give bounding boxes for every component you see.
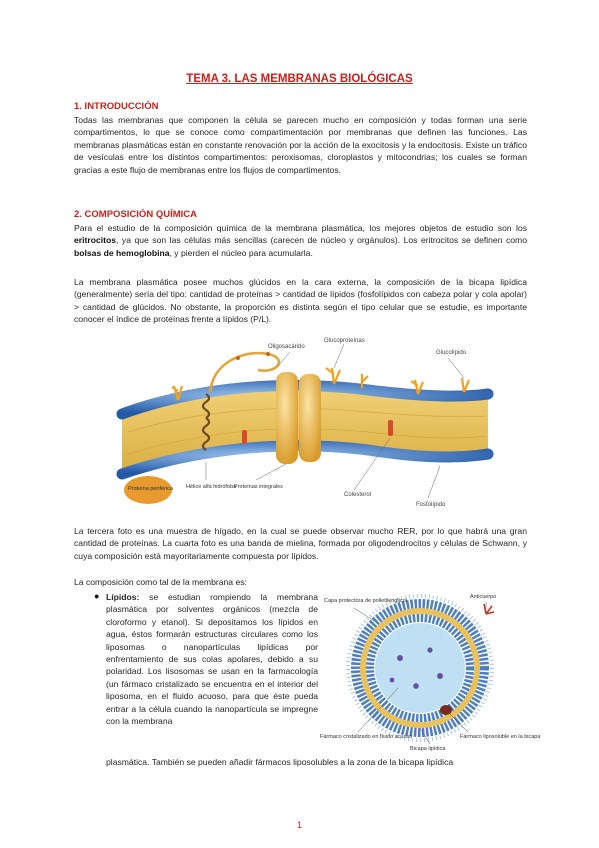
label-glucolipido: Glucolípido bbox=[436, 350, 467, 356]
label-oligosacarido: Oligosacárido bbox=[268, 344, 305, 350]
text-run: , ya que son las células más sencillas (carecen de núcleo y orgánulos). Los eritrocitos se definen como bbox=[116, 235, 527, 246]
label-helice-alfa: Hélice alfa hidrófoba bbox=[186, 484, 237, 490]
label-proteinas-integrales: Proteínas integrales bbox=[234, 484, 283, 490]
label-farmaco-liposoluble: Fármaco liposoluble en la bicapa bbox=[460, 734, 541, 740]
paragraph-introduccion: Todas las membranas que componen la célula se parecen mucho en composición y todas forman una serie compartimentos, lo que se conoce como compartimentación por membranas que definen las funciones. Las membranas plasmáticas están en constante renovación por la acción de la exocitosis y la endocitosis. Existe un tráfico de vesículas entre los distintos compartimentos: peroxisomas, cloroplastos y mitocondrias; los cuales se forman gracias a este flujo de membranas entre los flujos de compartimentos. bbox=[74, 115, 527, 175]
bullet-text-lipidos bbox=[106, 591, 318, 727]
label-proteina-periferica: Proteína periférica bbox=[128, 486, 173, 492]
label-colesterol: Colesterol bbox=[344, 492, 372, 498]
paragraph-composicion-4: La composición como tal de la membrana es: bbox=[74, 577, 247, 587]
text-run: Para el estudio de la composición química de la membrana plasmática, los mejores objetos de estudio son los bbox=[74, 223, 527, 233]
bold-term-hemoglobina: bolsas de hemoglobina bbox=[74, 247, 170, 258]
membrane-diagram-figure bbox=[118, 334, 492, 510]
bold-term-eritrocitos: eritrocitos bbox=[74, 235, 117, 246]
text-run: se estudian rompiendo la membrana plasmática por solventes orgánicos (mezcla de cloroformo y etanol). Si depositamos los lípidos en agua, éstos formarán estructuras circulares como los liposomas o nanopartículas lipídicas por enfrentamiento de sus colas apolares, debido a su polaridad. Los lisosomas se usan en la farmacología (un fármaco cristalizado se encuentra en el interior del liposoma, en el fluido acuoso, para que éste pueda entrar a la célula cuando la nanopartícula se impregne con la membrana bbox=[106, 592, 318, 727]
bold-term-lipidos: Lípidos: bbox=[106, 592, 140, 602]
label-glucoproteinas: Glucoproteínas bbox=[324, 338, 365, 344]
page-title: TEMA 3. LAS MEMBRANAS BIOLÓGICAS bbox=[186, 73, 413, 85]
bullet-icon: ● bbox=[94, 591, 100, 601]
section-heading-composicion: 2. COMPOSICIÓN QUÍMICA bbox=[74, 209, 197, 220]
section-heading-introduccion: 1. INTRODUCCIÓN bbox=[74, 101, 159, 112]
label-fosfolipido: Fosfolípido bbox=[416, 502, 446, 508]
label-capa-protectora: Capa protectora de polietilenglicol bbox=[324, 598, 407, 604]
text-run: , y pierden el núcleo para acumularla. bbox=[169, 247, 313, 258]
page-number: 1 bbox=[296, 820, 302, 830]
paragraph-composicion-1 bbox=[74, 222, 527, 259]
liposome-diagram-figure bbox=[318, 588, 541, 752]
bullet-text-lipidos-continuation: plasmática. También se pueden añadir fármacos liposolubles a la zona de la bicapa lipídica bbox=[106, 757, 454, 767]
paragraph-composicion-3: La tercera foto es una muestra de hígado, en la cual se puede observar mucho RER, por lo que habrá una gran cantidad de proteínas. La cuarta foto es una banda de mielina, formada por oligodendrocitos y células de Schwann, y cuya composición está mayoritariamente compuesta por lípidos. bbox=[74, 526, 527, 561]
label-anticuerpo: Anticuerpo bbox=[470, 594, 497, 600]
label-farmaco-cristalizado: Fármaco cristalizado en fluido acuoso bbox=[320, 734, 413, 740]
paragraph-composicion-2: La membrana plasmática posee muchos glúcidos en la cara externa, la composición de la bicapa lipídica (generalmente) sería del tipo: cantidad de proteínas > cantidad de lípidos (fosfolípidos con cabeza polar y cola apolar) > cantidad de glúcidos. No obstante, la proporción es distinta según el tipo celular que se estudie, es importante conocer el índice de proteínas frente a lípidos (P/L). bbox=[74, 277, 527, 325]
label-bicapa-lipidica: Bicapa lipídica bbox=[410, 746, 446, 752]
